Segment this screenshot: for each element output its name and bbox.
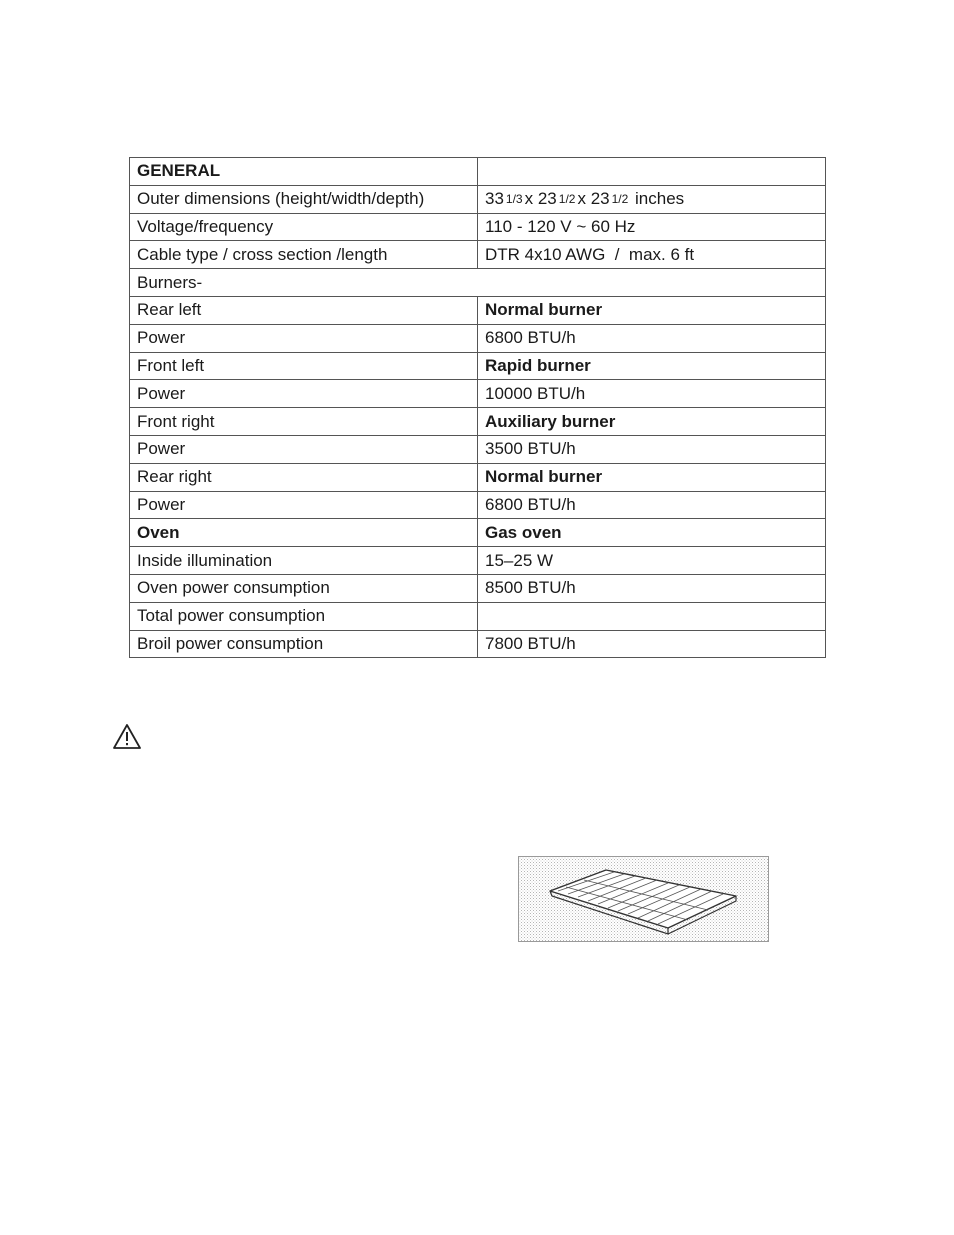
table-row [130,296,826,324]
row-value: 10000 BTU/h [478,380,826,408]
table-row [130,630,826,658]
times-sign-1: x [524,189,534,209]
row-label: Cable type / cross section /length [130,241,478,269]
row-label: Power [130,491,478,519]
burners-heading: Burners- [130,269,826,297]
table-row [130,213,826,241]
oven-rack-tray-illustration [518,856,769,942]
row-label: Oven power consumption [130,574,478,602]
width-whole: 23 [537,189,557,209]
row-label: Broil power consumption [130,630,478,658]
row-value: 7800 BTU/h [478,630,826,658]
row-label: Rear right [130,463,478,491]
row-value: Auxiliary burner [478,408,826,436]
row-value: 8500 BTU/h [478,574,826,602]
row-value: 6800 BTU/h [478,324,826,352]
table-row [130,574,826,602]
table-row [130,241,826,269]
row-label: Inside illumination [130,547,478,575]
table-row-burners [130,269,826,297]
table-row [130,352,826,380]
row-value: 110 - 120 V ~ 60 Hz [478,213,826,241]
row-label: Power [130,380,478,408]
width-fraction: 1/2 [558,192,576,207]
table-row [130,491,826,519]
table-row-dimensions [130,185,826,213]
row-label: Front right [130,408,478,436]
times-sign-2: x [577,189,586,209]
row-value: 15–25 W [478,547,826,575]
row-value [478,602,826,630]
table-row [130,324,826,352]
table-row [130,408,826,436]
specifications-table [129,157,826,658]
row-value: Normal burner [478,463,826,491]
row-label: Voltage/frequency [130,213,478,241]
general-value [478,158,826,186]
dimensions-label: Outer dimensions (height/width/depth) [130,185,478,213]
general-heading: GENERAL [130,158,478,186]
warning-triangle-icon [112,723,142,750]
table-row [130,380,826,408]
height-fraction: 1/3 [505,192,523,207]
table-row [130,519,826,547]
table-row [130,463,826,491]
row-label: Oven [130,519,478,547]
row-value: DTR 4x10 AWG / max. 6 ft [478,241,826,269]
row-value: Rapid burner [478,352,826,380]
table-row [130,547,826,575]
row-label: Total power consumption [130,602,478,630]
row-label: Front left [130,352,478,380]
row-label: Power [130,324,478,352]
table-row [130,602,826,630]
row-value: Gas oven [478,519,826,547]
depth-fraction: 1/2 [611,192,629,207]
table-row [130,435,826,463]
row-value: 3500 BTU/h [478,435,826,463]
height-whole: 33 [485,189,504,209]
dimensions-value [478,185,826,213]
depth-whole: 23 [590,189,610,209]
row-value: Normal burner [478,296,826,324]
table-row-general [130,158,826,186]
row-label: Power [130,435,478,463]
row-label: Rear left [130,296,478,324]
row-value: 6800 BTU/h [478,491,826,519]
dimensions-unit: inches [635,189,685,209]
